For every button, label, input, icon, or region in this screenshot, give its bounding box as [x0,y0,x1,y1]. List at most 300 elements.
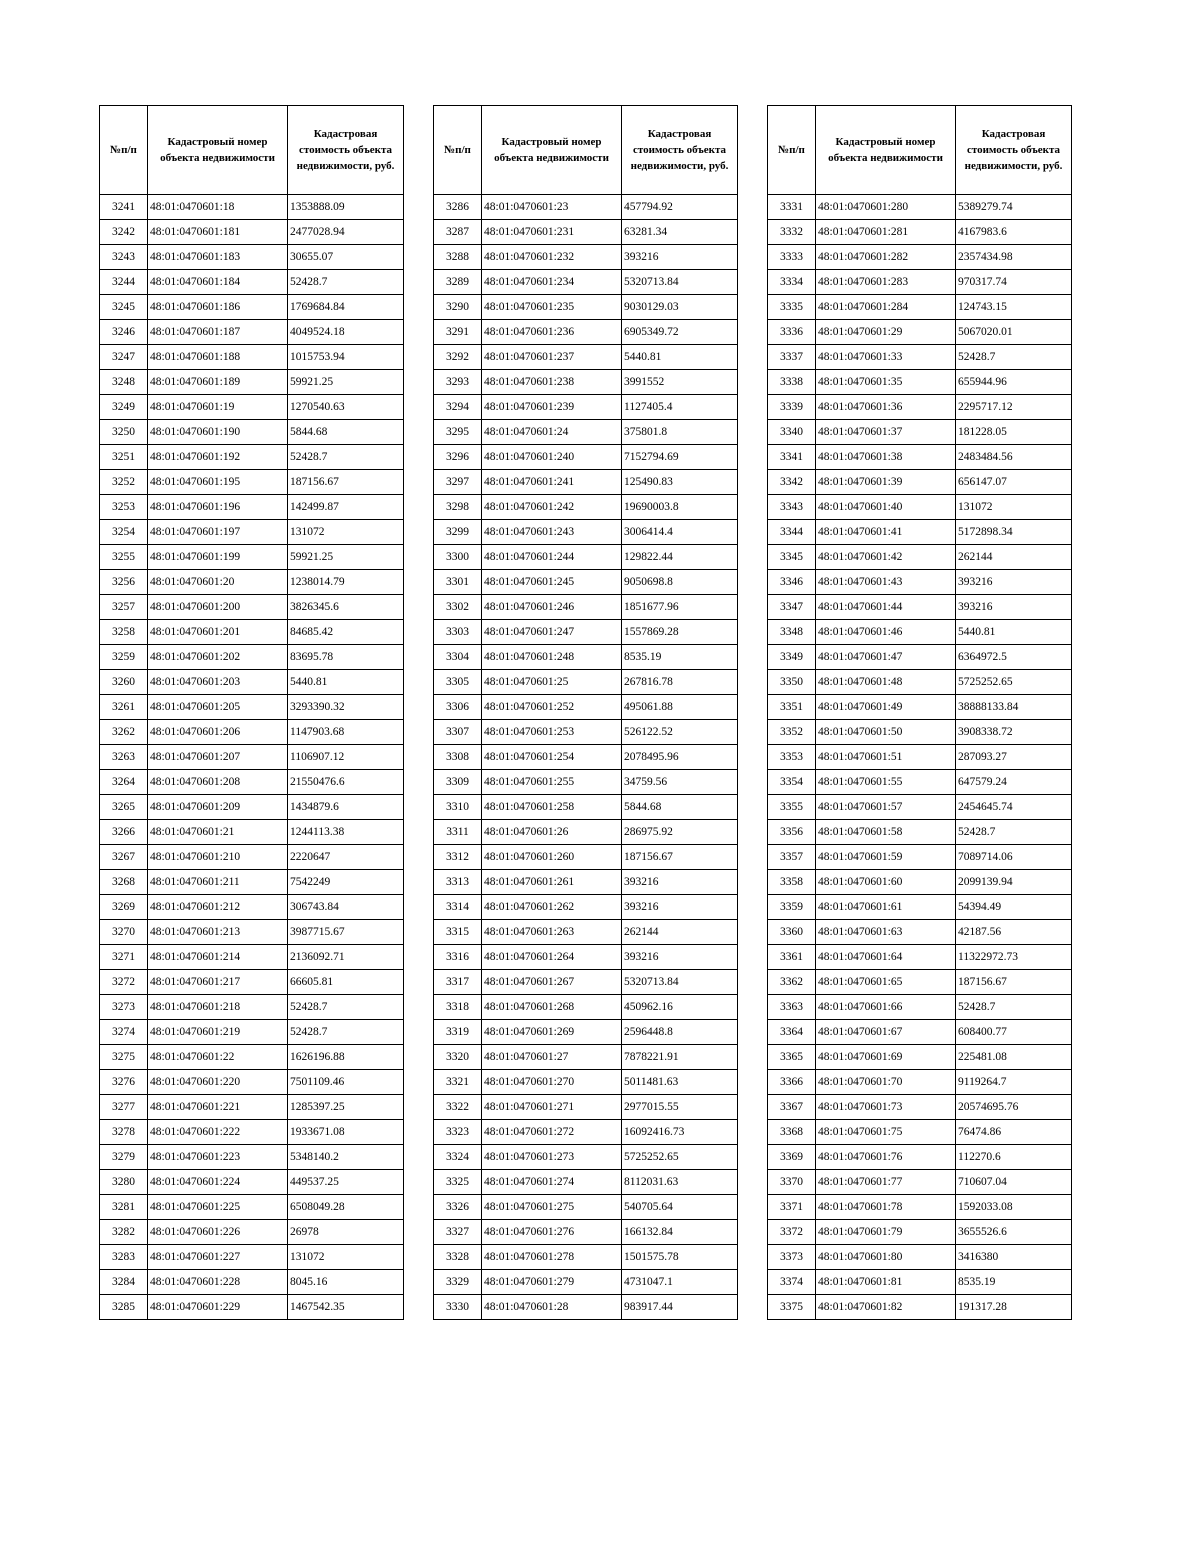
table-row [434,345,738,370]
table-row [768,870,1072,895]
cadastral-value-cell: 3655526.6 [956,1220,1072,1245]
table-row [100,570,404,595]
cadastral-number-cell: 48:01:0470601:229 [148,1295,288,1320]
cadastral-value-cell: 129822.44 [622,545,738,570]
cadastral-value-cell: 34759.56 [622,770,738,795]
cadastral-number-cell: 48:01:0470601:218 [148,995,288,1020]
table-row [768,520,1072,545]
cadastral-value-cell: 52428.7 [956,820,1072,845]
row-number-cell: 3263 [100,745,148,770]
cadastral-value-cell: 1851677.96 [622,595,738,620]
cadastral-value-cell: 38888133.84 [956,695,1072,720]
cadastral-number-cell: 48:01:0470601:183 [148,245,288,270]
cadastral-number-cell: 48:01:0470601:260 [482,845,622,870]
cadastral-value-cell: 267816.78 [622,670,738,695]
table-row [768,320,1072,345]
cadastral-value-cell: 2454645.74 [956,795,1072,820]
row-number-cell: 3242 [100,220,148,245]
row-number-cell: 3347 [768,595,816,620]
cadastral-value-cell: 655944.96 [956,370,1072,395]
row-number-cell: 3366 [768,1070,816,1095]
table-row [434,720,738,745]
cadastral-value-cell: 8535.19 [956,1270,1072,1295]
cadastral-value-cell: 66605.81 [288,970,404,995]
cadastral-number-cell: 48:01:0470601:43 [816,570,956,595]
table-row [434,745,738,770]
table-row [100,870,404,895]
cadastral-number-cell: 48:01:0470601:18 [148,195,288,220]
cadastral-value-cell: 1501575.78 [622,1245,738,1270]
cadastral-table-2 [433,105,738,1320]
table-row [100,520,404,545]
cadastral-value-cell: 5725252.65 [956,670,1072,695]
table-row [768,1220,1072,1245]
row-number-cell: 3247 [100,345,148,370]
cadastral-number-cell: 48:01:0470601:273 [482,1145,622,1170]
table-row [768,645,1072,670]
cadastral-number-cell: 48:01:0470601:48 [816,670,956,695]
cadastral-number-cell: 48:01:0470601:33 [816,345,956,370]
cadastral-value-cell: 2295717.12 [956,395,1072,420]
table-row [768,745,1072,770]
cadastral-number-cell: 48:01:0470601:200 [148,595,288,620]
cadastral-number-cell: 48:01:0470601:195 [148,470,288,495]
table-row [768,620,1072,645]
header-cadastral-number: Кадастровый номер объекта недвижимости [148,106,288,195]
row-number-cell: 3356 [768,820,816,845]
cadastral-number-cell: 48:01:0470601:58 [816,820,956,845]
row-number-cell: 3357 [768,845,816,870]
cadastral-number-cell: 48:01:0470601:41 [816,520,956,545]
row-number-cell: 3311 [434,820,482,845]
header-cadastral-number: Кадастровый номер объекта недвижимости [816,106,956,195]
table-row [100,420,404,445]
row-number-cell: 3241 [100,195,148,220]
row-number-cell: 3306 [434,695,482,720]
cadastral-value-cell: 1106907.12 [288,745,404,770]
table-row [768,445,1072,470]
cadastral-value-cell: 5440.81 [288,670,404,695]
row-number-cell: 3265 [100,795,148,820]
table-row [434,1095,738,1120]
cadastral-number-cell: 48:01:0470601:223 [148,1145,288,1170]
cadastral-value-cell: 2099139.94 [956,870,1072,895]
row-number-cell: 3333 [768,245,816,270]
cadastral-number-cell: 48:01:0470601:207 [148,745,288,770]
cadastral-number-cell: 48:01:0470601:55 [816,770,956,795]
row-number-cell: 3365 [768,1045,816,1070]
header-num: №п/п [768,106,816,195]
cadastral-value-cell: 526122.52 [622,720,738,745]
table-row [100,370,404,395]
cadastral-value-cell: 2596448.8 [622,1020,738,1045]
row-number-cell: 3259 [100,645,148,670]
table-row [434,1270,738,1295]
row-number-cell: 3261 [100,695,148,720]
cadastral-value-cell: 5389279.74 [956,195,1072,220]
cadastral-value-cell: 2078495.96 [622,745,738,770]
cadastral-value-cell: 52428.7 [288,270,404,295]
cadastral-value-cell: 7152794.69 [622,445,738,470]
table-row [100,670,404,695]
cadastral-number-cell: 48:01:0470601:187 [148,320,288,345]
row-number-cell: 3321 [434,1070,482,1095]
row-number-cell: 3317 [434,970,482,995]
table-row [768,420,1072,445]
table-row [768,945,1072,970]
cadastral-number-cell: 48:01:0470601:189 [148,370,288,395]
row-number-cell: 3314 [434,895,482,920]
cadastral-number-cell: 48:01:0470601:23 [482,195,622,220]
table-row [768,395,1072,420]
cadastral-number-cell: 48:01:0470601:35 [816,370,956,395]
cadastral-number-cell: 48:01:0470601:211 [148,870,288,895]
table-row [434,1070,738,1095]
row-number-cell: 3352 [768,720,816,745]
row-number-cell: 3340 [768,420,816,445]
table-row [768,245,1072,270]
cadastral-number-cell: 48:01:0470601:280 [816,195,956,220]
cadastral-value-cell: 30655.07 [288,245,404,270]
table-row [768,995,1072,1020]
cadastral-number-cell: 48:01:0470601:243 [482,520,622,545]
table-row [768,770,1072,795]
cadastral-value-cell: 9030129.03 [622,295,738,320]
row-number-cell: 3324 [434,1145,482,1170]
table-row [434,970,738,995]
cadastral-number-cell: 48:01:0470601:27 [482,1045,622,1070]
table-row [434,420,738,445]
table-row [434,1170,738,1195]
row-number-cell: 3286 [434,195,482,220]
cadastral-number-cell: 48:01:0470601:199 [148,545,288,570]
table-row [100,645,404,670]
row-number-cell: 3292 [434,345,482,370]
row-number-cell: 3345 [768,545,816,570]
cadastral-value-cell: 1353888.09 [288,195,404,220]
cadastral-number-cell: 48:01:0470601:275 [482,1195,622,1220]
cadastral-number-cell: 48:01:0470601:190 [148,420,288,445]
cadastral-value-cell: 286975.92 [622,820,738,845]
cadastral-value-cell: 5067020.01 [956,320,1072,345]
table-row [100,595,404,620]
cadastral-number-cell: 48:01:0470601:213 [148,920,288,945]
table-row [100,1295,404,1320]
cadastral-number-cell: 48:01:0470601:231 [482,220,622,245]
table-row [100,345,404,370]
table-row [100,820,404,845]
cadastral-number-cell: 48:01:0470601:214 [148,945,288,970]
cadastral-number-cell: 48:01:0470601:29 [816,320,956,345]
row-number-cell: 3326 [434,1195,482,1220]
cadastral-number-cell: 48:01:0470601:226 [148,1220,288,1245]
table-row [100,920,404,945]
row-number-cell: 3374 [768,1270,816,1295]
table-row [434,370,738,395]
cadastral-number-cell: 48:01:0470601:232 [482,245,622,270]
table-row [100,1270,404,1295]
cadastral-value-cell: 124743.15 [956,295,1072,320]
cadastral-number-cell: 48:01:0470601:61 [816,895,956,920]
table-header-row [768,106,1072,195]
row-number-cell: 3355 [768,795,816,820]
row-number-cell: 3349 [768,645,816,670]
cadastral-value-cell: 2483484.56 [956,445,1072,470]
table-row [434,770,738,795]
cadastral-value-cell: 3987715.67 [288,920,404,945]
table-row [768,1145,1072,1170]
table-row [768,1270,1072,1295]
table-row [100,545,404,570]
row-number-cell: 3301 [434,570,482,595]
row-number-cell: 3283 [100,1245,148,1270]
table-row [768,345,1072,370]
table-row [100,620,404,645]
cadastral-value-cell: 647579.24 [956,770,1072,795]
table-row [768,1195,1072,1220]
table-row [768,670,1072,695]
row-number-cell: 3250 [100,420,148,445]
cadastral-number-cell: 48:01:0470601:184 [148,270,288,295]
table-row [768,220,1072,245]
cadastral-value-cell: 2357434.98 [956,245,1072,270]
cadastral-number-cell: 48:01:0470601:269 [482,1020,622,1045]
cadastral-value-cell: 131072 [956,495,1072,520]
cadastral-number-cell: 48:01:0470601:247 [482,620,622,645]
table-row [434,320,738,345]
table-row [768,1095,1072,1120]
cadastral-number-cell: 48:01:0470601:24 [482,420,622,445]
table-row [100,1095,404,1120]
cadastral-value-cell: 8112031.63 [622,1170,738,1195]
cadastral-value-cell: 1933671.08 [288,1120,404,1145]
cadastral-value-cell: 19690003.8 [622,495,738,520]
row-number-cell: 3325 [434,1170,482,1195]
row-number-cell: 3300 [434,545,482,570]
cadastral-value-cell: 608400.77 [956,1020,1072,1045]
cadastral-number-cell: 48:01:0470601:50 [816,720,956,745]
cadastral-value-cell: 42187.56 [956,920,1072,945]
cadastral-value-cell: 983917.44 [622,1295,738,1320]
table-row [434,1045,738,1070]
row-number-cell: 3256 [100,570,148,595]
cadastral-number-cell: 48:01:0470601:70 [816,1070,956,1095]
cadastral-number-cell: 48:01:0470601:205 [148,695,288,720]
row-number-cell: 3269 [100,895,148,920]
table-row [434,220,738,245]
cadastral-value-cell: 5844.68 [622,795,738,820]
table-row [434,1220,738,1245]
cadastral-number-cell: 48:01:0470601:276 [482,1220,622,1245]
cadastral-number-cell: 48:01:0470601:270 [482,1070,622,1095]
cadastral-value-cell: 225481.08 [956,1045,1072,1070]
row-number-cell: 3252 [100,470,148,495]
cadastral-number-cell: 48:01:0470601:49 [816,695,956,720]
cadastral-value-cell: 54394.49 [956,895,1072,920]
table-row [434,845,738,870]
cadastral-number-cell: 48:01:0470601:224 [148,1170,288,1195]
row-number-cell: 3260 [100,670,148,695]
row-number-cell: 3264 [100,770,148,795]
table-row [434,1245,738,1270]
cadastral-value-cell: 16092416.73 [622,1120,738,1145]
table-row [768,1295,1072,1320]
cadastral-value-cell: 5172898.34 [956,520,1072,545]
row-number-cell: 3346 [768,570,816,595]
table-row [100,945,404,970]
cadastral-number-cell: 48:01:0470601:77 [816,1170,956,1195]
cadastral-number-cell: 48:01:0470601:237 [482,345,622,370]
table-row [434,920,738,945]
table-row [768,570,1072,595]
row-number-cell: 3313 [434,870,482,895]
cadastral-value-cell: 112270.6 [956,1145,1072,1170]
cadastral-number-cell: 48:01:0470601:40 [816,495,956,520]
cadastral-number-cell: 48:01:0470601:36 [816,395,956,420]
header-cadastral-number: Кадастровый номер объекта недвижимости [482,106,622,195]
cadastral-value-cell: 6905349.72 [622,320,738,345]
cadastral-value-cell: 59921.25 [288,545,404,570]
cadastral-number-cell: 48:01:0470601:254 [482,745,622,770]
row-number-cell: 3361 [768,945,816,970]
cadastral-number-cell: 48:01:0470601:67 [816,1020,956,1045]
table-row [434,470,738,495]
table-row [434,670,738,695]
table-row [768,720,1072,745]
row-number-cell: 3302 [434,595,482,620]
cadastral-value-cell: 52428.7 [956,345,1072,370]
table-row [434,820,738,845]
row-number-cell: 3273 [100,995,148,1020]
cadastral-number-cell: 48:01:0470601:38 [816,445,956,470]
cadastral-number-cell: 48:01:0470601:262 [482,895,622,920]
cadastral-number-cell: 48:01:0470601:60 [816,870,956,895]
cadastral-value-cell: 1626196.88 [288,1045,404,1070]
row-number-cell: 3338 [768,370,816,395]
cadastral-value-cell: 6508049.28 [288,1195,404,1220]
cadastral-value-cell: 187156.67 [622,845,738,870]
row-number-cell: 3329 [434,1270,482,1295]
table-row [100,1195,404,1220]
row-number-cell: 3268 [100,870,148,895]
cadastral-value-cell: 9050698.8 [622,570,738,595]
cadastral-number-cell: 48:01:0470601:59 [816,845,956,870]
cadastral-value-cell: 262144 [956,545,1072,570]
table-row [768,1245,1072,1270]
table-row [768,1070,1072,1095]
row-number-cell: 3334 [768,270,816,295]
row-number-cell: 3248 [100,370,148,395]
cadastral-value-cell: 166132.84 [622,1220,738,1245]
cadastral-value-cell: 5320713.84 [622,270,738,295]
cadastral-value-cell: 52428.7 [288,995,404,1020]
table-row [434,1020,738,1045]
cadastral-value-cell: 63281.34 [622,220,738,245]
cadastral-number-cell: 48:01:0470601:267 [482,970,622,995]
cadastral-value-cell: 7878221.91 [622,1045,738,1070]
row-number-cell: 3364 [768,1020,816,1045]
row-number-cell: 3262 [100,720,148,745]
cadastral-value-cell: 4731047.1 [622,1270,738,1295]
table-row [100,895,404,920]
row-number-cell: 3251 [100,445,148,470]
cadastral-value-cell: 3826345.6 [288,595,404,620]
row-number-cell: 3293 [434,370,482,395]
cadastral-value-cell: 449537.25 [288,1170,404,1195]
row-number-cell: 3368 [768,1120,816,1145]
header-cadastral-value: Кадастровая стоимость объекта недвижимости, руб. [622,106,738,195]
table-row [768,970,1072,995]
table-row [768,1045,1072,1070]
table-row [100,495,404,520]
row-number-cell: 3298 [434,495,482,520]
row-number-cell: 3243 [100,245,148,270]
cadastral-value-cell: 131072 [288,1245,404,1270]
cadastral-value-cell: 656147.07 [956,470,1072,495]
cadastral-number-cell: 48:01:0470601:19 [148,395,288,420]
cadastral-value-cell: 1147903.68 [288,720,404,745]
row-number-cell: 3309 [434,770,482,795]
cadastral-value-cell: 2136092.71 [288,945,404,970]
cadastral-number-cell: 48:01:0470601:217 [148,970,288,995]
row-number-cell: 3284 [100,1270,148,1295]
cadastral-value-cell: 20574695.76 [956,1095,1072,1120]
cadastral-number-cell: 48:01:0470601:241 [482,470,622,495]
row-number-cell: 3287 [434,220,482,245]
cadastral-number-cell: 48:01:0470601:76 [816,1145,956,1170]
cadastral-value-cell: 1592033.08 [956,1195,1072,1220]
row-number-cell: 3322 [434,1095,482,1120]
cadastral-number-cell: 48:01:0470601:202 [148,645,288,670]
row-number-cell: 3359 [768,895,816,920]
row-number-cell: 3253 [100,495,148,520]
cadastral-value-cell: 1769684.84 [288,295,404,320]
cadastral-value-cell: 3991552 [622,370,738,395]
table-row [100,320,404,345]
row-number-cell: 3255 [100,545,148,570]
table-header-row [100,106,404,195]
row-number-cell: 3267 [100,845,148,870]
cadastral-value-cell: 393216 [622,870,738,895]
header-num: №п/п [434,106,482,195]
table-row [768,195,1072,220]
row-number-cell: 3295 [434,420,482,445]
row-number-cell: 3330 [434,1295,482,1320]
table-row [100,795,404,820]
cadastral-value-cell: 187156.67 [288,470,404,495]
table-row [100,195,404,220]
row-number-cell: 3304 [434,645,482,670]
row-number-cell: 3344 [768,520,816,545]
cadastral-value-cell: 5011481.63 [622,1070,738,1095]
cadastral-value-cell: 4049524.18 [288,320,404,345]
row-number-cell: 3291 [434,320,482,345]
cadastral-number-cell: 48:01:0470601:220 [148,1070,288,1095]
table-row [100,245,404,270]
row-number-cell: 3307 [434,720,482,745]
row-number-cell: 3342 [768,470,816,495]
cadastral-value-cell: 21550476.6 [288,770,404,795]
row-number-cell: 3279 [100,1145,148,1170]
row-number-cell: 3288 [434,245,482,270]
cadastral-number-cell: 48:01:0470601:246 [482,595,622,620]
cadastral-value-cell: 1244113.38 [288,820,404,845]
table-row [434,645,738,670]
cadastral-value-cell: 52428.7 [288,445,404,470]
cadastral-number-cell: 48:01:0470601:25 [482,670,622,695]
cadastral-number-cell: 48:01:0470601:263 [482,920,622,945]
table-row [768,845,1072,870]
